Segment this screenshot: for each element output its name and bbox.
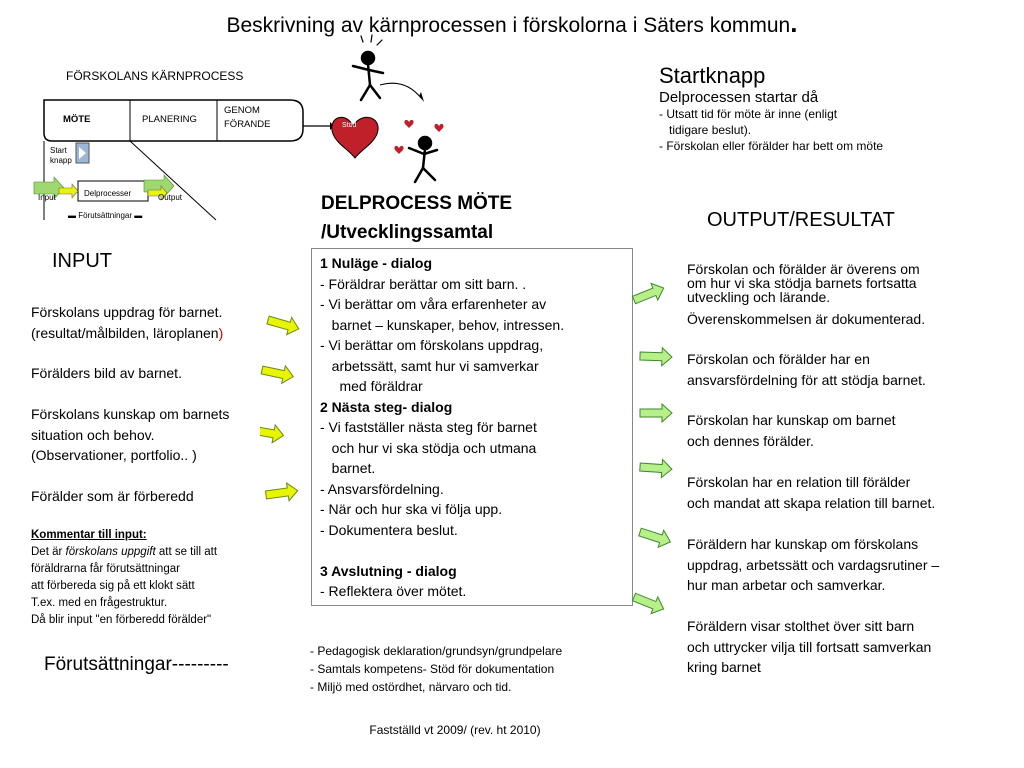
arrow-icon — [265, 482, 299, 504]
startknapp-line: - Förskolan eller förälder har bett om möte — [659, 139, 884, 153]
arrow-icon — [639, 458, 672, 478]
arrow-icon — [266, 311, 302, 337]
dialog-line — [320, 540, 624, 561]
stick-figure-icon — [409, 137, 437, 182]
mini-start-label: Start knapp — [50, 146, 72, 165]
mini-label-mote: MÖTE — [63, 114, 91, 125]
output-heading: OUTPUT/RESULTAT — [707, 209, 895, 231]
input-item: Förälder som är förberedd — [31, 488, 194, 504]
output-item: Överenskommelsen är dokumenterad. — [687, 311, 926, 327]
mini-label-genom: GENOM — [224, 105, 260, 116]
dialog-section-heading: 3 Avslutning - dialog — [320, 562, 457, 579]
prerequisites-list — [310, 642, 562, 696]
figures-illustration — [325, 30, 465, 190]
input-item: Förskolans uppdrag för barnet. (resultat/målbilden, läroplanen) — [31, 304, 224, 341]
output-arrows — [628, 270, 678, 620]
arrow-icon — [640, 347, 673, 366]
dialog-section-heading: 1 Nuläge - dialog — [320, 255, 433, 271]
arrow-icon — [260, 361, 295, 385]
mini-process-label: Delprocesser — [84, 189, 132, 198]
delprocess-title: DELPROCESS MÖTE /Utvecklingssamtal — [321, 193, 513, 243]
dialog-line: med föräldrar — [320, 378, 423, 394]
core-process-title: FÖRSKOLANS KÄRNPROCESS — [66, 69, 244, 83]
startknapp-line: - Utsatt tid för möte är inne (enligt — [659, 107, 838, 121]
output-item: Föräldern visar stolthet över sitt barn och uttrycker vilja till fortsatt samverkan kring barnet — [687, 618, 932, 675]
dialog-line: - Vi fastställer nästa steg för barnet — [320, 419, 537, 435]
stick-figure-icon — [353, 35, 383, 100]
arrow-icon — [260, 421, 285, 444]
dialog-section-heading: 2 Nästa steg- dialog — [320, 398, 453, 415]
arrow-icon — [631, 280, 667, 309]
startknapp-line: tidigare beslut). — [659, 123, 752, 137]
startknapp-block — [659, 63, 883, 154]
core-process-diagram — [30, 88, 335, 230]
input-comment: Kommentar till input: Det är förskolans uppgift att se till att föräldrarna får förutsättningar att förbereda sig på ett klokt sätt T.ex. med en frågestruktur. Då blir input "en förberedd förälder" — [31, 529, 218, 626]
input-arrows — [260, 300, 310, 510]
output-item: Förskolan och förälder har en ansvarsfördelning för att stödja barnet. — [687, 351, 926, 388]
dialog-line: - Reflektera över mötet. — [320, 583, 467, 599]
dialog-line: barnet. — [320, 460, 376, 476]
dialog-line: och hur vi ska stödja och utmana — [320, 439, 537, 456]
mini-prereq-label: ▬ Förutsättningar ▬ — [68, 211, 143, 220]
mini-label-planering: PLANERING — [142, 114, 197, 125]
dialog-line: - Ansvarsfördelning. — [320, 480, 444, 497]
output-item: Förskolan har en relation till förälder och mandat att skapa relation till barnet. — [687, 474, 936, 511]
arrow-icon — [631, 589, 667, 618]
input-heading: INPUT — [52, 250, 112, 272]
prerequisite-item: - Pedagogisk deklaration/grundsyn/grundpelare — [310, 644, 563, 658]
mini-input-label: Input — [38, 193, 56, 202]
arrow-icon — [637, 523, 673, 550]
input-item: Förälders bild av barnet. — [31, 365, 182, 381]
dialog-line: barnet – kunskaper, behov, intressen. — [320, 316, 565, 333]
prerequisites-heading: Förutsättningar--------- — [44, 654, 229, 675]
dialog-line: arbetssätt, samt hur vi samverkar — [320, 357, 539, 374]
dialog-line: - Vi berättar om våra erfarenheter av — [320, 296, 547, 312]
output-item: Förskolan har kunskap om barnet och dennes förälder. — [687, 412, 896, 449]
output-item: Förskolan och förälder är överens om om hur vi ska stödja barnets fortsatta utveckling och lärande. — [687, 261, 920, 305]
dialog-line: - När och hur ska vi följa upp. — [320, 501, 503, 517]
heart-label: Stöd — [342, 122, 357, 129]
prerequisite-item: - Miljö med ostördhet, närvaro och tid. — [310, 680, 512, 694]
dialog-line: - Föräldrar berättar om sitt barn. . — [320, 275, 527, 292]
footer-note: Fastställd vt 2009/ (rev. ht 2010) — [369, 723, 541, 737]
prerequisite-item: - Samtals kompetens- Stöd för dokumentation — [310, 662, 555, 676]
dialog-box — [311, 248, 633, 606]
mini-output-label: Output — [158, 193, 183, 202]
output-item: Föräldern har kunskap om förskolans uppdrag, arbetssätt och vardagsrutiner – hur man arbetar och samverkar. — [687, 536, 940, 593]
mini-label-forande: FÖRANDE — [224, 119, 271, 130]
dialog-line: - Dokumentera beslut. — [320, 521, 458, 538]
startknapp-title: Startknapp — [659, 63, 766, 88]
dialog-line: - Vi berättar om förskolans uppdrag, — [320, 337, 544, 353]
arrow-icon — [640, 404, 672, 422]
page-title: Beskrivning av kärnprocessen i förskolorna i Säters kommun. — [226, 8, 798, 38]
input-item: Förskolans kunskap om barnets situation och behov. (Observationer, portfolio.. ) — [31, 406, 230, 463]
startknapp-subtitle: Delprocessen startar då — [659, 89, 819, 106]
